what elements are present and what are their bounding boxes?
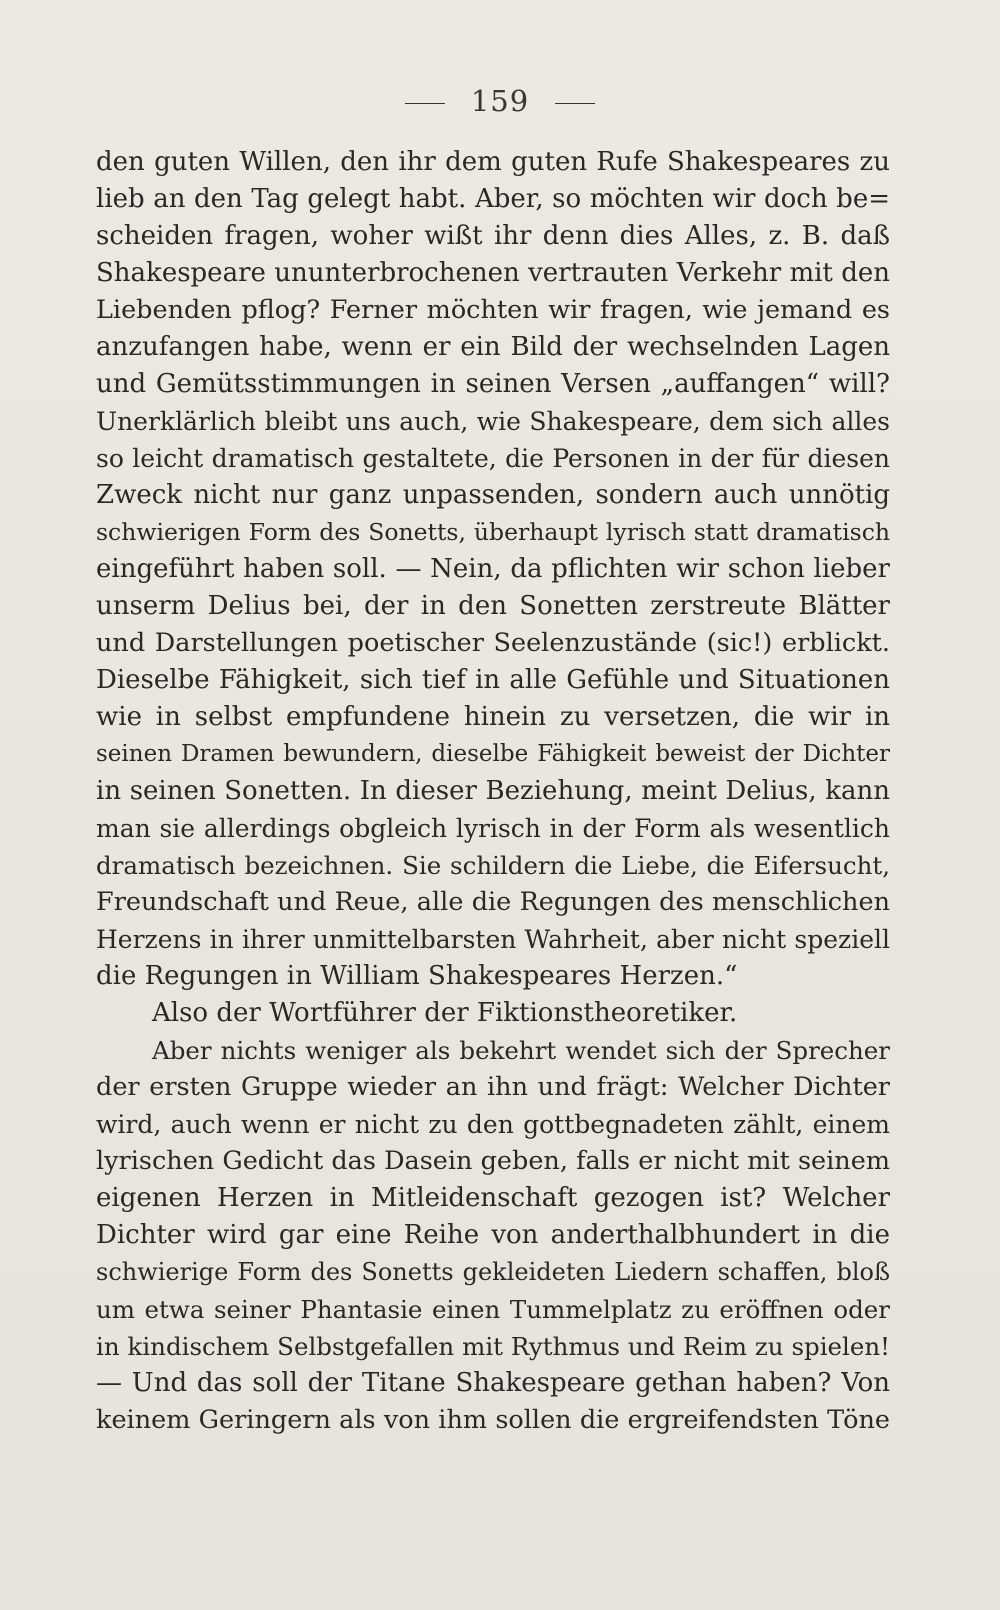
text-line: lyrischen Gedicht das Dasein geben, falls er nicht mit seinem: [96, 1146, 890, 1176]
text-line: keinem Geringern als von ihm sollen die ergreifendsten Töne: [96, 1405, 890, 1435]
text-line: den guten Willen, den ihr dem guten Rufe Shakespeares zu: [96, 147, 890, 177]
text-line: Shakespeare ununterbrochenen vertrauten Verkehr mit den: [96, 258, 890, 288]
text-line: Dichter wird gar eine Reihe von anderthalbhundert in die: [96, 1220, 890, 1250]
text-line: schwierige Form des Sonetts gekleideten Liedern schaffen, bloß: [96, 1258, 890, 1286]
text-line: Aber nichts weniger als bekehrt wendet sich der Sprecher: [152, 1036, 890, 1065]
text-line: die Regungen in William Shakespeares Herzen.“: [96, 961, 738, 991]
text-line: der ersten Gruppe wieder an ihn und frägt: Welcher Dichter: [96, 1072, 890, 1102]
text-line: schwierigen Form des Sonetts, überhaupt lyrisch statt dramatisch: [96, 518, 890, 546]
text-line: dramatisch bezeichnen. Sie schildern die Liebe, die Eifersucht,: [96, 851, 890, 880]
text-line: seinen Dramen bewundern, dieselbe Fähigkeit beweist der Dichter: [96, 741, 890, 767]
text-line: wird, auch wenn er nicht zu den gottbegnadeten zählt, einem: [96, 1110, 890, 1139]
header-dash-right: [555, 103, 595, 104]
text-line: — Und das soll der Titane Shakespeare gethan haben? Von: [96, 1368, 890, 1398]
body-text: [96, 144, 890, 1439]
text-line: und Gemütsstimmungen in seinen Versen „auffangen“ will?: [96, 369, 890, 399]
text-line: Liebenden pflog? Ferner möchten wir fragen, wie jemand es: [96, 295, 890, 325]
text-line: in kindischem Selbstgefallen mit Rythmus und Reim zu spielen!: [96, 1332, 890, 1361]
text-line: in seinen Sonetten. In dieser Beziehung, meint Delius, kann: [96, 776, 890, 806]
text-line: eingeführt haben soll. — Nein, da pflichten wir schon lieber: [96, 554, 890, 584]
text-line: um etwa seiner Phantasie einen Tummelplatz zu eröffnen oder: [96, 1295, 890, 1324]
text-line: Zweck nicht nur ganz unpassenden, sondern auch unnötig: [96, 480, 890, 510]
text-line: Freundschaft und Reue, alle die Regungen des menschlichen: [96, 887, 890, 917]
text-line: lieb an den Tag gelegt habt. Aber, so möchten wir doch be=: [96, 184, 890, 214]
text-line: eigenen Herzen in Mitleidenschaft gezogen ist? Welcher: [96, 1183, 890, 1213]
text-line: Herzens in ihrer unmittelbarsten Wahrheit, aber nicht speziell: [96, 925, 890, 954]
page-header: [0, 84, 1000, 118]
text-line: scheiden fragen, woher wißt ihr denn dies Alles, z. B. daß: [96, 221, 890, 251]
text-line: wie in selbst empfundene hinein zu versetzen, die wir in: [96, 702, 890, 732]
text-line: Also der Wortführer der Fiktionstheoretiker.: [152, 998, 738, 1028]
text-line: Unerklärlich bleibt uns auch, wie Shakespeare, dem sich alles: [96, 407, 890, 436]
page-number: 159: [470, 84, 530, 118]
text-line: man sie allerdings obgleich lyrisch in der Form als wesentlich: [96, 814, 890, 843]
text-line: so leicht dramatisch gestaltete, die Personen in der für diesen: [96, 444, 890, 473]
text-line: anzufangen habe, wenn er ein Bild der wechselnden Lagen: [96, 332, 890, 362]
header-dash-left: [405, 103, 445, 104]
text-line: und Darstellungen poetischer Seelenzustände (sic!) erblickt.: [96, 628, 890, 658]
text-line: unserm Delius bei, der in den Sonetten zerstreute Blätter: [96, 591, 890, 621]
text-line: Dieselbe Fähigkeit, sich tief in alle Gefühle und Situationen: [96, 665, 890, 695]
